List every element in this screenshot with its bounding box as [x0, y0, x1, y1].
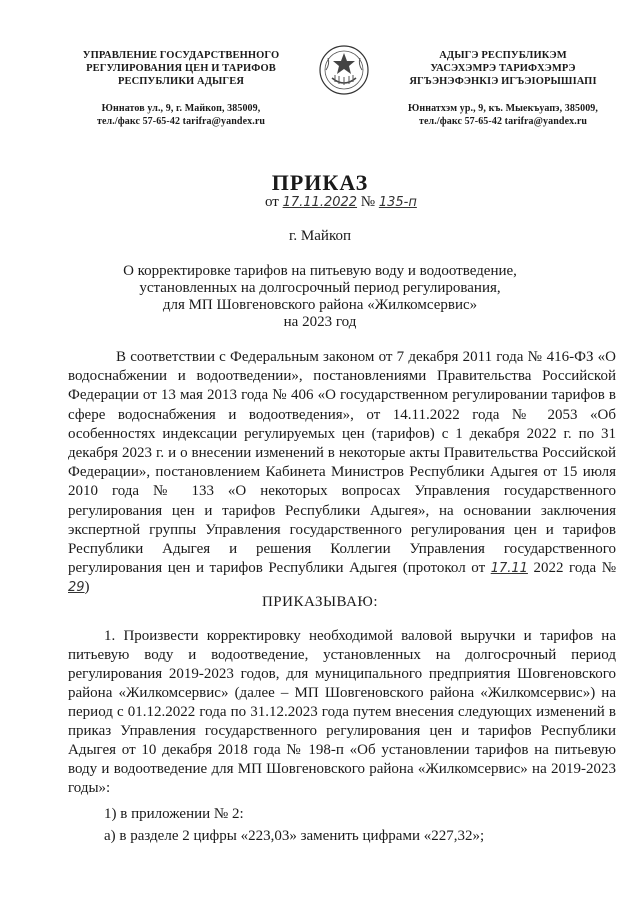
- protocol-number: 29: [68, 580, 85, 596]
- order-number: 135-п: [378, 195, 417, 210]
- header-right-contact: тел./факс 57-65-42 tarifra@yandex.ru: [418, 116, 588, 127]
- decree-heading: ПРИКАЗЫВАЮ:: [261, 594, 379, 610]
- header-left-block: [62, 49, 300, 128]
- protocol-year: 2022 года: [533, 560, 597, 577]
- header-left-line: РЕСПУБЛИКИ АДЫГЕЯ: [117, 76, 245, 87]
- order-date-number: [265, 194, 417, 211]
- subject-line: на 2023 год: [283, 314, 357, 330]
- decree-item-1-text: 1. Произвести корректировку необходимой валовой выручки и тарифов на питьевую воду и водоотведение, установленных на долгосрочный период регулирования 2019-2023 годов, для муниципального предприятия Шовгеновского района «Жилкомсервис» (далее – МП Шовгеновского района «Жилкомсервис») на период с 01.12.2022 года по 31.12.2023 года путем внесения следующих изменений в приказ Управления государственного регулирования цен и тарифов Республики Адыгея от 10 декабря 2018 года № 198-п «Об установлении тарифов на питьевую воду и водоотведение для МП Шовгеновского района «Жилкомсервис» на 2019-2023 годы»:: [68, 628, 616, 796]
- order-number-prefix: №: [360, 194, 376, 210]
- header-right-address-block: [398, 102, 608, 128]
- subject-line: О корректировке тарифов на питьевую воду и водоотведение,: [123, 263, 517, 279]
- header-right-line: УАСЭХЭМРЭ ТАРИФХЭМРЭ: [430, 63, 576, 74]
- header-left-address: Юннатов ул., 9, г. Майкоп, 385009,: [101, 103, 261, 114]
- decree-item-1: [68, 627, 616, 798]
- order-date: 17.11.2022: [282, 195, 358, 210]
- protocol-date: 17.11: [490, 561, 528, 577]
- header-right-address: Юннатхэм ур., 9, къ. Мыекъуапэ, 385009,: [408, 103, 598, 114]
- protocol-number-prefix: №: [601, 560, 617, 577]
- decree-subitem-1: 1) в приложении № 2:: [104, 806, 244, 822]
- document-title: ПРИКАЗ: [271, 170, 369, 195]
- header-left-line: РЕГУЛИРОВАНИЯ ЦЕН И ТАРИФОВ: [86, 63, 276, 74]
- header-right-line: ЯГЪЭНЭФЭНКIЭ ИГЪЭIОРЫШIАПI: [409, 76, 597, 87]
- preamble-closing: ): [84, 579, 90, 596]
- order-city: г. Майкоп: [288, 228, 352, 244]
- header-right-line: АДЫГЭ РЕСПУБЛИКЭМ: [439, 50, 567, 61]
- preamble-text: В соответствии с Федеральным законом от 7 декабря 2011 года № 416-ФЗ «О водоснабжении и водоотведении», постановлениями Правительства Российской Федерации от 13 мая 2013 года № 406 «О государственном регулировании тарифов в сфере водоснабжения и водоотведения», от 14.11.2022 года № 2053 «Об особенностях индексации регулируемых цен (тарифов) с 1 декабря 2022 г. по 31 декабря 2023 г. и о внесении изменений в некоторые акты Правительства Российской Федерации», постановлением Кабинета Министров Республики Адыгея от 15 июля 2010 года № 133 «О некоторых вопросах Управления государственного регулирования цен и тарифов Республики Адыгея», на основании заключения экспертной группы Управления государственного регулирования цен и тарифов Республики Адыгея и решения Коллегии Управления государственного регулирования цен и тарифов Республики Адыгея (протокол от: [68, 349, 616, 577]
- header-right-block: [398, 49, 608, 128]
- subject-line: для МП Шовгеновского района «Жилкомсервис»: [162, 297, 478, 313]
- order-date-prefix: от: [265, 194, 279, 210]
- preamble-paragraph: [68, 348, 616, 598]
- decree-subitem-a: а) в разделе 2 цифры «223,03» заменить цифрами «227,32»;: [104, 828, 485, 844]
- subject-line: установленных на долгосрочный период регулирования,: [139, 280, 501, 296]
- coat-of-arms-icon: [318, 44, 370, 96]
- header-left-contact: тел./факс 57-65-42 tarifra@yandex.ru: [96, 116, 266, 127]
- header-left-address-block: [62, 102, 300, 128]
- order-subject: [110, 263, 530, 331]
- header-left-line: УПРАВЛЕНИЕ ГОСУДАРСТВЕННОГО: [82, 50, 280, 61]
